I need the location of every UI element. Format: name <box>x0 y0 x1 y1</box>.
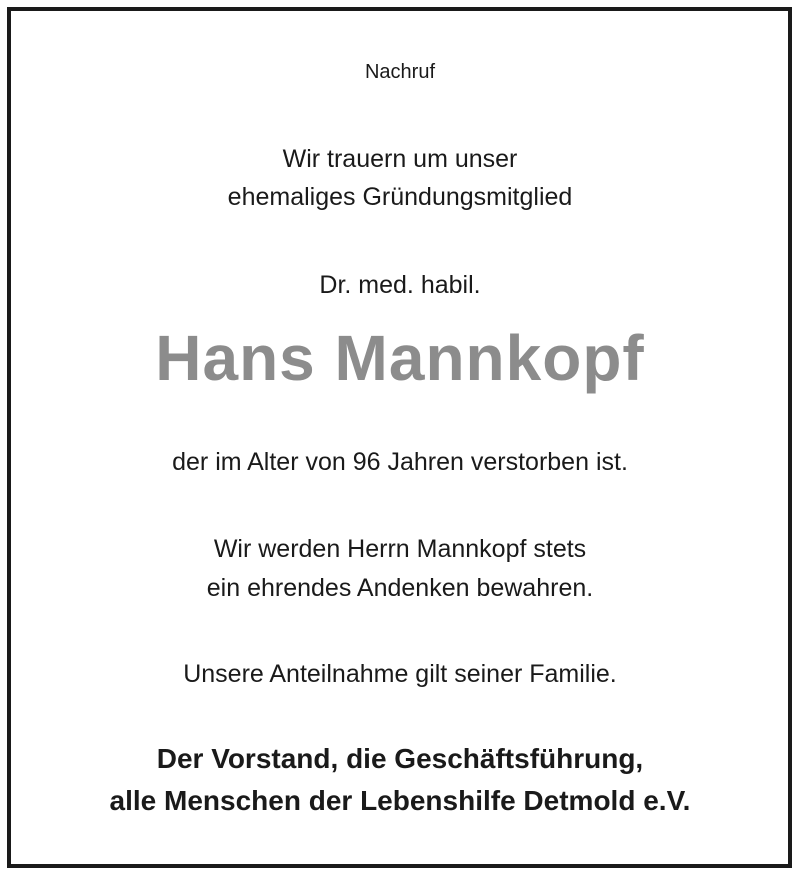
condolence-line: Unsere Anteilnahme gilt seiner Familie. <box>183 660 617 688</box>
signature-line-1: Der Vorstand, die Geschäftsführung, <box>156 743 644 774</box>
signature-line-2: alle Menschen der Lebenshilfe Detmold e.V. <box>109 785 691 816</box>
notice-heading: Nachruf <box>364 61 436 83</box>
academic-title: Dr. med. habil. <box>319 271 481 299</box>
age-line: der im Alter von 96 Jahren verstorben ist. <box>172 448 628 476</box>
intro-line-2: ehemaliges Gründungsmitglied <box>227 183 573 211</box>
intro-line-1: Wir trauern um unser <box>282 145 518 173</box>
obituary-border <box>7 7 792 868</box>
memory-line-1: Wir werden Herrn Mannkopf stets <box>213 535 587 563</box>
memory-line-2: ein ehrendes Andenken bewahren. <box>206 574 594 602</box>
deceased-name: Hans Mannkopf <box>155 322 645 394</box>
